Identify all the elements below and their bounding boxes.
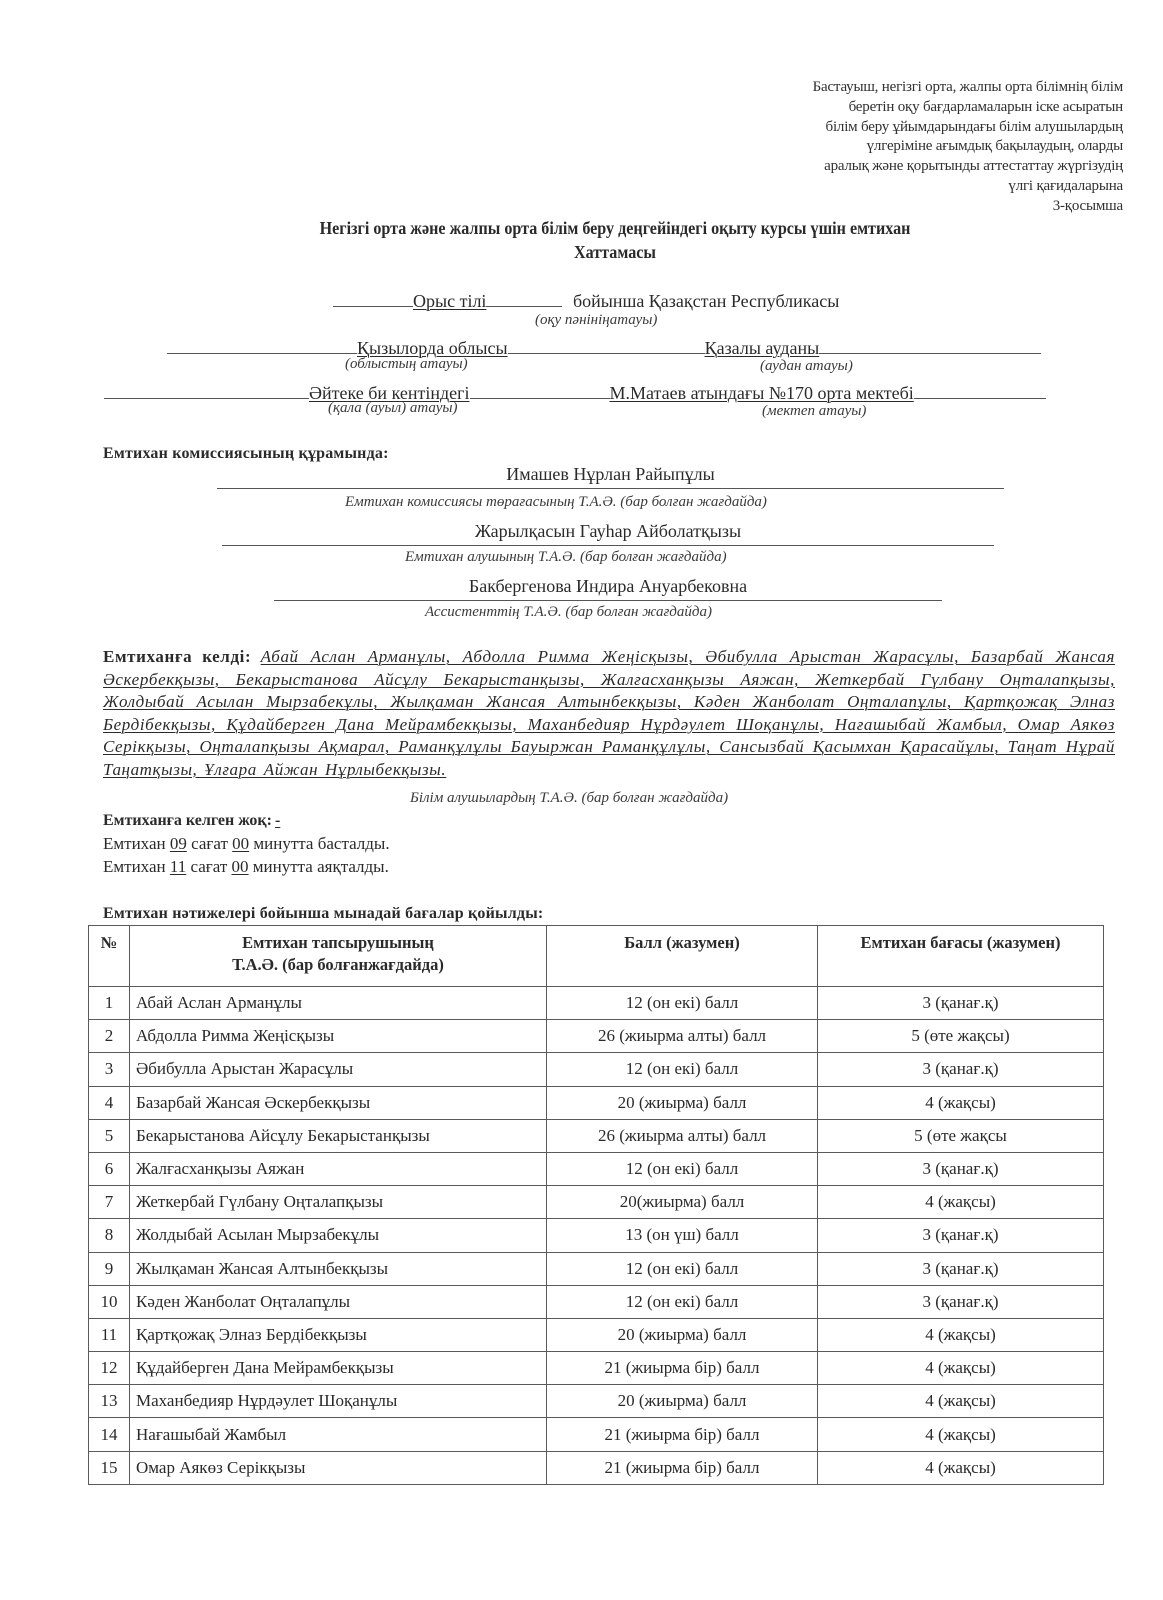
row-name: Қартқожақ Элназ Бердібекқызы bbox=[130, 1318, 547, 1351]
region-value: Қызылорда облысы bbox=[357, 338, 508, 358]
start-minute: 00 bbox=[232, 834, 250, 853]
table-row bbox=[89, 987, 1104, 1020]
row-name: Жылқаман Жансая Алтынбекқызы bbox=[130, 1252, 547, 1285]
settlement-value: Әйтеке би кентіндегі bbox=[309, 383, 470, 403]
row-no: 8 bbox=[89, 1219, 130, 1252]
row-name: Жалғасханқызы Аяжан bbox=[130, 1152, 547, 1185]
row-name: Нағашыбай Жамбыл bbox=[130, 1418, 547, 1451]
row-score: 12 (он екі) балл bbox=[547, 1053, 818, 1086]
region-caption: (облыстың атауы) bbox=[345, 356, 468, 372]
present-label: Емтиханға келді: bbox=[103, 647, 252, 666]
row-no: 3 bbox=[89, 1053, 130, 1086]
appendix-line: үлгеріміне ағымдық бақылаудың, оларды bbox=[866, 138, 1123, 155]
table-row bbox=[89, 1352, 1104, 1385]
row-name: Абай Аслан Арманұлы bbox=[130, 987, 547, 1020]
row-name: Бекарыстанова Айсұлу Бекарыстанқызы bbox=[130, 1119, 547, 1152]
appendix-line: білім беру ұйымдарындағы білім алушылардың bbox=[825, 118, 1123, 135]
blank-line bbox=[508, 333, 705, 354]
row-grade: 3 (қанағ.қ) bbox=[818, 1252, 1104, 1285]
district-value: Қазалы ауданы bbox=[704, 338, 820, 358]
appendix-line: аралық және қорытынды аттестаттау жүргізудің bbox=[824, 158, 1123, 175]
absent-row bbox=[103, 812, 280, 830]
row-name: Маханбедияр Нұрдәулет Шоқанұлы bbox=[130, 1385, 547, 1418]
blank-line bbox=[470, 378, 610, 399]
row-no: 12 bbox=[89, 1352, 130, 1385]
row-score: 12 (он екі) балл bbox=[547, 1152, 818, 1185]
start-mid: сағат bbox=[191, 834, 228, 853]
absent-value: - bbox=[274, 812, 281, 829]
settlement-caption: (қала (ауыл) атауы) bbox=[328, 400, 458, 416]
col-header-name-line2: Т.А.Ә. (бар болғанжағдайда) bbox=[232, 955, 444, 974]
col-header-no: № bbox=[89, 926, 130, 987]
row-score: 21 (жиырма бір) балл bbox=[547, 1451, 818, 1484]
row-grade: 3 (қанағ.қ) bbox=[818, 987, 1104, 1020]
end-hour: 11 bbox=[169, 857, 187, 876]
commission-label: Емтихан комиссиясының құрамында: bbox=[103, 445, 389, 462]
results-heading: Емтихан нәтижелері бойынша мынадай бағалар қойылды: bbox=[103, 905, 544, 922]
present-names: Абай Аслан Арманұлы, Абдолла Римма Жеңісқызы, Әбибулла Арыстан Жарасұлы, Базарбай Жансая Әскербекқызы, Бекарыстанова Айсұлу Бекарыстанқызы, Жалғасханқызы Аяжан, Жеткербай Гүлбану Оңталапқызы, Жолдыбай Асылан Мырзабекұлы, Жылқаман Жансая Алтынбекқызы, Кәден Жанболат Оңталапұлы, Қартқожақ Элназ Бердібекқызы, Құдайберген Дана Мейрамбекқызы, Маханбедияр Нұрдәулет Шоқанұлы, Нағашыбай Жамбыл, Омар Аякөз Серікқызы, Оңталапқызы Ақмарал, Раманқұлұлы Бауыржан Раманқұлұлы, Сансызбай Қасымхан Қарасайұлы, Таңат Нұрай Таңатқызы, Ұлғара Айжан Нұрлыбекқызы. bbox=[103, 647, 1115, 779]
row-score: 13 (он үш) балл bbox=[547, 1219, 818, 1252]
chair-name: Имашев Нұрлан Райыпұлы bbox=[506, 464, 715, 484]
row-grade: 3 (қанағ.қ) bbox=[818, 1285, 1104, 1318]
row-score: 12 (он екі) балл bbox=[547, 1252, 818, 1285]
start-prefix: Емтихан bbox=[103, 834, 166, 853]
row-name: Базарбай Жансая Әскербекқызы bbox=[130, 1086, 547, 1119]
row-score: 20 (жиырма) балл bbox=[547, 1086, 818, 1119]
row-no: 15 bbox=[89, 1451, 130, 1484]
row-no: 2 bbox=[89, 1020, 130, 1053]
row-score: 20 (жиырма) балл bbox=[547, 1385, 818, 1418]
title-line-1: Негізгі орта және жалпы орта білім беру деңгейіндегі оқыту курсы үшін емтихан bbox=[319, 218, 911, 238]
row-no: 7 bbox=[89, 1186, 130, 1219]
row-no: 9 bbox=[89, 1252, 130, 1285]
row-grade: 4 (жақсы) bbox=[818, 1451, 1104, 1484]
row-grade: 5 (өте жақсы) bbox=[818, 1020, 1104, 1053]
settlement-school-row bbox=[104, 378, 1046, 404]
row-score: 26 (жиырма алты) балл bbox=[547, 1020, 818, 1053]
subject-caption: (оқу пәнініңатауы) bbox=[535, 312, 658, 328]
district-caption: (аудан атауы) bbox=[760, 358, 853, 374]
row-name: Кәден Жанболат Оңталапұлы bbox=[130, 1285, 547, 1318]
col-header-score: Балл (жазумен) bbox=[547, 926, 818, 987]
row-grade: 5 (өте жақсы bbox=[818, 1119, 1104, 1152]
appendix-number: 3-қосымша bbox=[1052, 197, 1123, 214]
blank-line bbox=[819, 333, 1041, 354]
examiner-name: Жарылқасын Гауһар Айболатқызы bbox=[474, 521, 742, 541]
row-grade: 4 (жақсы) bbox=[818, 1352, 1104, 1385]
appendix-note bbox=[703, 78, 1123, 217]
row-grade: 4 (жақсы) bbox=[818, 1318, 1104, 1351]
table-row bbox=[89, 1318, 1104, 1351]
table-row bbox=[89, 1053, 1104, 1086]
blank-line bbox=[104, 378, 309, 399]
end-suffix: минутта аяқталды. bbox=[252, 857, 389, 876]
row-score: 26 (жиырма алты) балл bbox=[547, 1119, 818, 1152]
row-score: 12 (он екі) балл bbox=[547, 1285, 818, 1318]
absent-label: Емтиханға келген жоқ: bbox=[103, 812, 272, 829]
table-row bbox=[89, 1020, 1104, 1053]
row-grade: 4 (жақсы) bbox=[818, 1418, 1104, 1451]
row-no: 6 bbox=[89, 1152, 130, 1185]
blank-line bbox=[333, 286, 413, 307]
row-grade: 3 (қанағ.қ) bbox=[818, 1152, 1104, 1185]
document-title bbox=[252, 216, 979, 264]
table-row bbox=[89, 1285, 1104, 1318]
chair-caption: Емтихан комиссиясы төрағасының Т.А.Ә. (бар болған жағдайда) bbox=[345, 494, 767, 510]
blank-line bbox=[486, 286, 562, 307]
row-no: 13 bbox=[89, 1385, 130, 1418]
table-row bbox=[89, 1385, 1104, 1418]
school-value: М.Матаев атындағы №170 орта мектебі bbox=[609, 383, 914, 403]
row-score: 21 (жиырма бір) балл bbox=[547, 1418, 818, 1451]
assistant-caption: Ассистенттің Т.А.Ә. (бар болған жағдайда) bbox=[425, 604, 712, 620]
title-line-2: Хаттамасы bbox=[574, 242, 656, 262]
subject-suffix: бойынша Қазақстан Республикасы bbox=[572, 291, 840, 311]
row-name: Әбибулла Арыстан Жарасұлы bbox=[130, 1053, 547, 1086]
school-caption: (мектеп атауы) bbox=[762, 403, 867, 419]
table-row bbox=[89, 1451, 1104, 1484]
end-mid: сағат bbox=[190, 857, 228, 876]
appendix-line: Бастауыш, негізгі орта, жалпы орта білімнің білім bbox=[812, 79, 1123, 95]
examiner-line bbox=[222, 523, 994, 546]
start-time-row bbox=[103, 834, 390, 854]
table-row bbox=[89, 1252, 1104, 1285]
row-score: 12 (он екі) балл bbox=[547, 987, 818, 1020]
row-name: Жолдыбай Асылан Мырзабекұлы bbox=[130, 1219, 547, 1252]
table-row bbox=[89, 1186, 1104, 1219]
row-score: 20(жиырма) балл bbox=[547, 1186, 818, 1219]
table-row bbox=[89, 1418, 1104, 1451]
row-name: Құдайберген Дана Мейрамбекқызы bbox=[130, 1352, 547, 1385]
subject-value: Орыс тілі bbox=[413, 291, 487, 311]
chair-line bbox=[217, 466, 1004, 489]
start-suffix: минутта басталды. bbox=[253, 834, 390, 853]
row-no: 11 bbox=[89, 1318, 130, 1351]
appendix-line: үлгі қағидаларына bbox=[1008, 177, 1123, 194]
appendix-line: беретін оқу бағдарламаларын іске асыратын bbox=[848, 98, 1123, 115]
assistant-line bbox=[274, 578, 942, 601]
row-no: 1 bbox=[89, 987, 130, 1020]
table-header-row bbox=[89, 926, 1104, 987]
row-grade: 3 (қанағ.қ) bbox=[818, 1053, 1104, 1086]
results-table bbox=[88, 925, 1104, 1485]
row-no: 14 bbox=[89, 1418, 130, 1451]
row-grade: 4 (жақсы) bbox=[818, 1086, 1104, 1119]
examiner-caption: Емтихан алушының Т.А.Ә. (бар болған жағдайда) bbox=[405, 549, 727, 565]
row-name: Абдолла Римма Жеңісқызы bbox=[130, 1020, 547, 1053]
present-caption: Білім алушылардың Т.А.Ә. (бар болған жағдайда) bbox=[410, 790, 729, 806]
row-grade: 4 (жақсы) bbox=[818, 1385, 1104, 1418]
row-score: 20 (жиырма) балл bbox=[547, 1318, 818, 1351]
blank-line bbox=[914, 378, 1046, 399]
end-time-row bbox=[103, 857, 389, 877]
end-minute: 00 bbox=[231, 857, 249, 876]
col-header-name-line1: Емтихан тапсырушының bbox=[242, 933, 434, 952]
row-no: 10 bbox=[89, 1285, 130, 1318]
table-row bbox=[89, 1152, 1104, 1185]
subject-row bbox=[333, 286, 839, 312]
row-grade: 3 (қанағ.қ) bbox=[818, 1219, 1104, 1252]
end-prefix: Емтихан bbox=[103, 857, 166, 876]
start-hour: 09 bbox=[169, 834, 187, 853]
table-row bbox=[89, 1119, 1104, 1152]
row-no: 4 bbox=[89, 1086, 130, 1119]
row-score: 21 (жиырма бір) балл bbox=[547, 1352, 818, 1385]
attendees-paragraph bbox=[103, 646, 1115, 781]
row-no: 5 bbox=[89, 1119, 130, 1152]
col-header-name bbox=[130, 926, 547, 987]
assistant-name: Бакбергенова Индира Ануарбековна bbox=[468, 576, 748, 596]
table-row bbox=[89, 1086, 1104, 1119]
row-name: Омар Аякөз Серікқызы bbox=[130, 1451, 547, 1484]
col-header-grade: Емтихан бағасы (жазумен) bbox=[818, 926, 1104, 987]
region-district-row bbox=[167, 333, 1041, 359]
row-grade: 4 (жақсы) bbox=[818, 1186, 1104, 1219]
table-row bbox=[89, 1219, 1104, 1252]
row-name: Жеткербай Гүлбану Оңталапқызы bbox=[130, 1186, 547, 1219]
blank-line bbox=[167, 333, 357, 354]
